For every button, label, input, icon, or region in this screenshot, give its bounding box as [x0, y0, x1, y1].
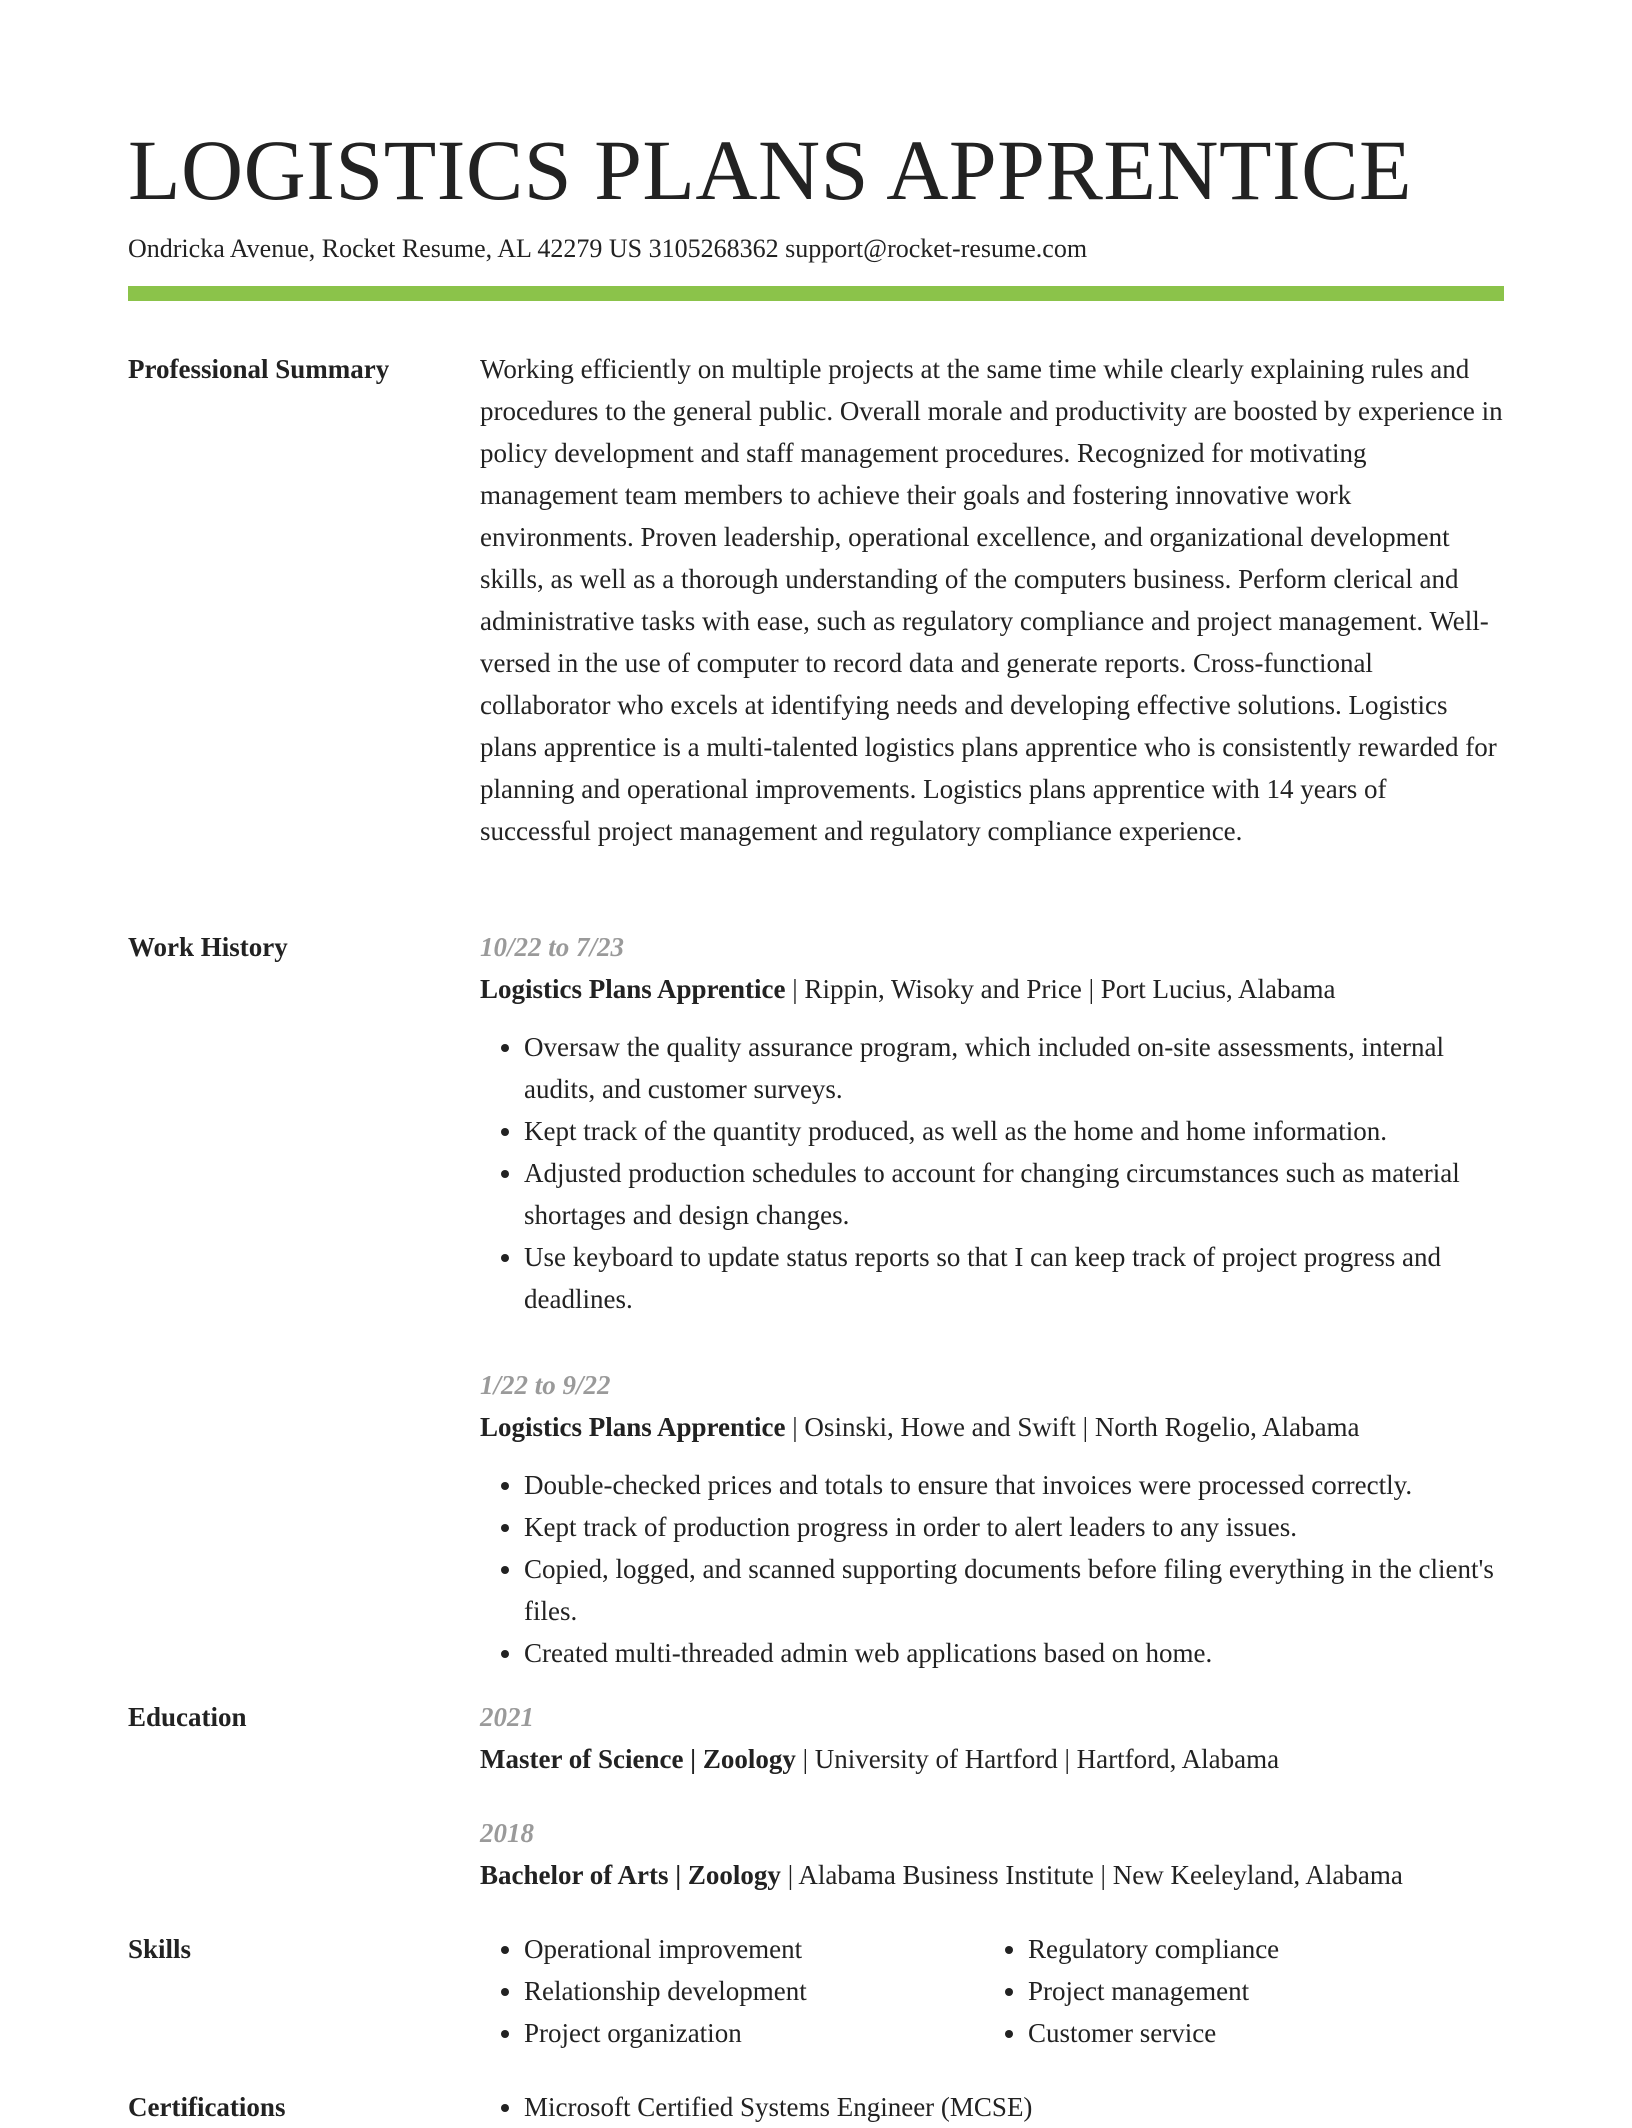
certifications-body — [480, 2086, 1504, 2128]
education-line — [480, 1854, 1504, 1896]
job-dates: 10/22 to 7/23 — [480, 932, 625, 962]
job-role-line — [480, 1406, 1504, 1448]
job-role-line — [480, 968, 1504, 1010]
accent-divider — [128, 286, 1504, 301]
skills-list-left — [480, 1928, 984, 2054]
job-bullet: • Use keyboard to update status reports so that I can keep track of project progress and deadlines. — [524, 1236, 1504, 1320]
skills-body — [480, 1928, 1504, 2054]
job-bullets — [480, 1464, 1504, 1674]
job-title: Logistics Plans Apprentice — [480, 1412, 786, 1442]
job-entry — [480, 926, 1504, 1320]
certifications-list — [480, 2086, 1504, 2128]
section-label-education: Education — [128, 1702, 247, 1732]
skill-item: • Regulatory compliance — [1028, 1928, 1488, 1970]
education-year: 2021 — [480, 1702, 534, 1732]
resume-title: LOGISTICS PLANS APPRENTICE — [128, 122, 1413, 218]
summary-text: Working efficiently on multiple projects at the same time while clearly explaining rules and procedures to the general public. Overall morale and productivity are boosted by experience in policy development and staff management procedures. Recognized for motivating management team members to achieve their goals and fostering innovative work environments. Proven leadership, operational excellence, and organizational development skills, as well as a thorough understanding of the computers business. Perform clerical and administrative tasks with ease, such as regulatory compliance and project management. Well-versed in the use of computer to record data and generate reports. Cross-functional collaborator who excels at identifying needs and developing effective solutions. Logistics plans apprentice is a multi-talented logistics plans apprentice who is consistently rewarded for planning and operational improvements. Logistics plans apprentice with 14 years of successful project management and regulatory compliance experience. — [480, 354, 1503, 846]
education-entry — [480, 1696, 1504, 1780]
job-details: | Rippin, Wisoky and Price | Port Lucius, Alabama — [785, 974, 1336, 1004]
job-bullet: • Created multi-threaded admin web applications based on home. — [524, 1632, 1504, 1674]
section-label-summary: Professional Summary — [128, 354, 390, 384]
job-bullets — [480, 1026, 1504, 1320]
certification-item: • Microsoft Certified Systems Engineer (MCSE) — [524, 2086, 1504, 2128]
education-degree: Master of Science | Zoology — [480, 1744, 796, 1774]
education-body — [480, 1696, 1504, 1896]
job-bullet: • Copied, logged, and scanned supporting documents before filing everything in the client's files. — [524, 1548, 1504, 1632]
education-year: 2018 — [480, 1818, 534, 1848]
education-entry — [480, 1812, 1504, 1896]
section-label-work-history: Work History — [128, 932, 288, 962]
job-bullet: • Adjusted production schedules to account for changing circumstances such as material shortages and design changes. — [524, 1152, 1504, 1236]
section-label-certifications: Certifications — [128, 2092, 286, 2122]
education-details: | Alabama Business Institute | New Keeleyland, Alabama — [780, 1860, 1403, 1890]
education-details: | University of Hartford | Hartford, Alabama — [795, 1744, 1280, 1774]
education-line — [480, 1738, 1504, 1780]
skills-list-right — [984, 1928, 1488, 2054]
job-bullet: • Kept track of production progress in order to alert leaders to any issues. — [524, 1506, 1504, 1548]
skill-item: • Operational improvement — [524, 1928, 984, 1970]
skill-item: • Project management — [1028, 1970, 1488, 2012]
job-bullet: • Oversaw the quality assurance program, which included on-site assessments, internal audits, and customer surveys. — [524, 1026, 1504, 1110]
skill-item: • Project organization — [524, 2012, 984, 2054]
job-bullet: • Double-checked prices and totals to ensure that invoices were processed correctly. — [524, 1464, 1504, 1506]
skill-item: • Customer service — [1028, 2012, 1488, 2054]
work-history-body — [480, 926, 1504, 1674]
job-details: | Osinski, Howe and Swift | North Rogelio, Alabama — [785, 1412, 1360, 1442]
job-title: Logistics Plans Apprentice — [480, 974, 786, 1004]
job-entry — [480, 1364, 1504, 1674]
job-dates: 1/22 to 9/22 — [480, 1370, 611, 1400]
section-label-skills: Skills — [128, 1934, 192, 1964]
contact-line: Ondricka Avenue, Rocket Resume, AL 42279 US 3105268362 support@rocket-resume.com — [128, 234, 1088, 263]
summary-body — [480, 348, 1504, 852]
job-bullet: • Kept track of the quantity produced, as well as the home and home information. — [524, 1110, 1504, 1152]
skill-item: • Relationship development — [524, 1970, 984, 2012]
education-degree: Bachelor of Arts | Zoology — [480, 1860, 781, 1890]
